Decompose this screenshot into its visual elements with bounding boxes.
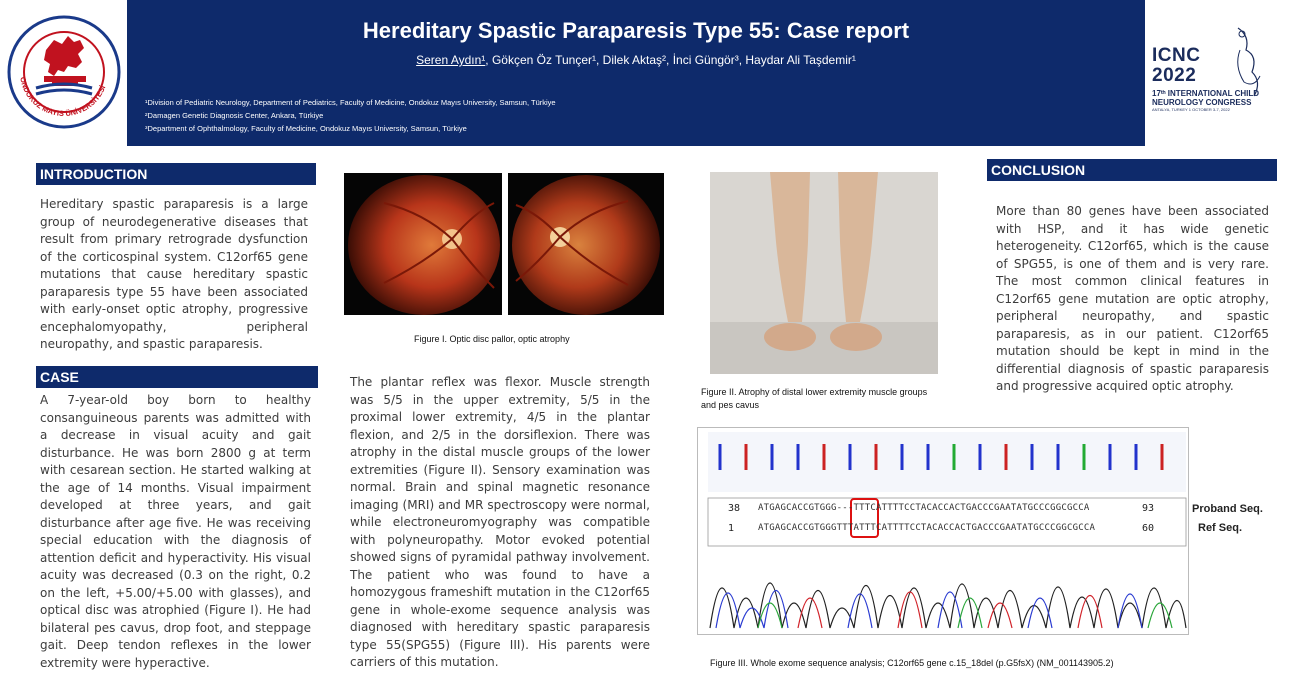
affiliation-3: ³Department of Ophthalmology, Faculty of Medicine, Ondokuz Mayıs University, Samsun, Türkiye bbox=[145, 124, 467, 133]
fundus-photo-left bbox=[508, 173, 664, 315]
congress-logo-line-2: 2022 bbox=[1152, 65, 1197, 86]
case-text-continued: The plantar reflex was flexor. Muscle strength was 5/5 in the upper extremity, 5/5 in the proximal lower extremity, 4/5 in the plantar flexion, and 2/5 in the dorsiflexion. There was atrophy in the distal muscle groups of the lower extremities (Figure II). Sensory examination was normal. Brain and spinal magnetic resonance imaging (MRI) and MR spectroscopy were normal, while electroneuromyography was compatible with polyneuropathy. Motor evoked potential showed signs of pyramidal pathway involvement. The patient who was found to have a homozygous frameshift mutation in the C12orf65 gene in whole-exome sequence analysis was diagnosed with hereditary spastic paraparesis type 55(SPG55) (Figure III). His parents were carriers of this mutation. bbox=[350, 375, 650, 669]
poster-header bbox=[127, 0, 1145, 146]
figure-2-caption: Figure II. Atrophy of distal lower extremity muscle groups and pes cavus bbox=[701, 387, 928, 410]
affiliations bbox=[145, 96, 556, 135]
proband-label: Proband Seq. bbox=[1192, 503, 1263, 515]
university-logo bbox=[6, 14, 122, 130]
first-author: Seren Aydın¹ bbox=[416, 53, 486, 67]
fundus-photo-right bbox=[344, 173, 502, 315]
congress-logo-line-5: ANTALYA, TURKEY 1 OCTOBER 3-7, 2022 bbox=[1152, 107, 1230, 112]
affiliation-1: ¹Division of Pediatric Neurology, Department of Pediatrics, Faculty of Medicine, Ondokuz Mayıs University, Samsun, Türkiye bbox=[145, 98, 556, 107]
other-authors: , Gökçen Öz Tunçer¹, Dilek Aktaş², İnci Güngör³, Haydar Ali Taşdemir¹ bbox=[485, 53, 856, 67]
congress-logo-text bbox=[1152, 46, 1259, 113]
congress-logo-line-1: ICNC bbox=[1152, 45, 1201, 66]
case-text: A 7-year-old boy born to healthy consanguineous parents was admitted with a decrease in visual acuity and gait disturbance. He was born 2800 g at term with cesarean section. He started walking at the age of 14 months. Visual impairment developed at three years, and gait disturbance after age five. He was receiving special education with the diagnosis of attention deficit and hyperactivity. His visual acuity was decreased (0.3 on the right, 0.2 on the left, +5.00/+5.00 with glasses), and optical disc was atrophied (Figure I). He had bilateral pes cavus, drop foot, and steppage gait. Deep tendon reflexes in the lower extremity were hyperactive. bbox=[40, 393, 311, 670]
legs-photo bbox=[710, 172, 938, 374]
introduction-heading: INTRODUCTION bbox=[36, 163, 316, 185]
conclusion-text: More than 80 genes have been associated with HSP, and it has wide genetic heterogeneity. C12orf65, which is the cause of SPG55, is one of them and is very rare. The most common clinical features in C12orf65 gene mutation are optic atrophy, peripheral neuropathy, and spastic paraparesis, as in our patient. C12orf65 mutation should be kept in mind in the differential diagnosis of spastic paraparesis and progressive acquired optic atrophy. bbox=[996, 204, 1269, 393]
congress-logo-line-4: NEUROLOGY CONGRESS bbox=[1152, 98, 1252, 107]
ref-sequence: ATGAGCACCGTGGGTTTATTTCATTTTCCTACACCACTGACCCGAATATGCCCGGCGCCA bbox=[758, 523, 1096, 533]
poster-title: Hereditary Spastic Paraparesis Type 55: Case report bbox=[362, 18, 910, 43]
conclusion-heading: CONCLUSION bbox=[987, 159, 1277, 181]
proband-end: 93 bbox=[1142, 503, 1155, 514]
ref-start: 1 bbox=[728, 523, 735, 534]
ref-label: Ref Seq. bbox=[1198, 522, 1243, 534]
ref-end: 60 bbox=[1142, 523, 1155, 534]
case-heading: CASE bbox=[36, 366, 318, 388]
proband-sequence: ATGAGCACCGTGGG---TTTCATTTTCCTACACCACTGACCCGAATATGCCCGGCGCCA bbox=[758, 503, 1090, 513]
authors bbox=[127, 53, 1145, 67]
figure-1-caption: Figure I. Optic disc pallor, optic atrophy bbox=[414, 334, 570, 344]
affiliation-2: ²Damagen Genetic Diagnosis Center, Ankara, Türkiye bbox=[145, 111, 324, 120]
university-name: ONDOKUZ MAYIS ÜNİVERSİTESİ bbox=[18, 76, 108, 119]
proband-start: 38 bbox=[728, 503, 741, 514]
introduction-text: Hereditary spastic paraparesis is a large group of neurodegenerative diseases that result from primary retrograde dysfunction of the corticospinal system. C12orf65 gene mutations that cause hereditary spastic paraparesis type 55 have been associated with early-onset optic atrophy, progressive encephalomyopathy, peripheral neuropathy, and spastic paraparesis. bbox=[40, 197, 308, 351]
congress-logo-line-3: 17ᵗʰ INTERNATIONAL CHILD bbox=[1152, 89, 1260, 98]
figure-3-caption: Figure III. Whole exome sequence analysis; C12orf65 gene c.15_18del (p.G5fsX) (NM_001143905.2) bbox=[710, 658, 1114, 668]
sequence-chromatogram bbox=[697, 427, 1189, 635]
